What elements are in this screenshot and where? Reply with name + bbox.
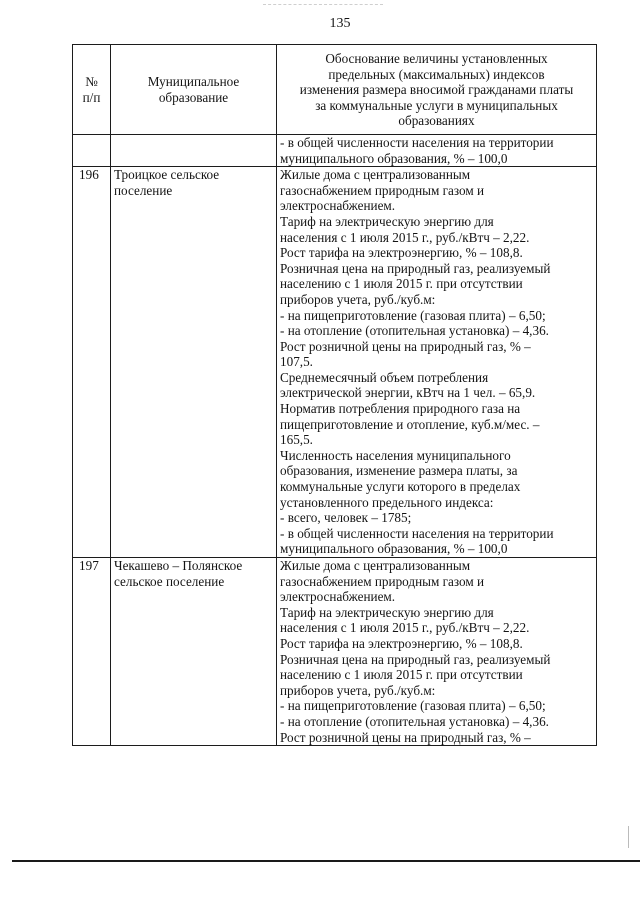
row-number	[73, 134, 111, 166]
basis-line: образования, изменение размера платы, за	[280, 463, 518, 479]
row-municipality	[111, 134, 277, 166]
basis-line: газоснабжением природным газом и	[280, 182, 485, 198]
header-basis-text: Обоснование величины установленных предельных (максимальных) индексов изменения размера вносимой гражданами платы за коммунальные услуги в муниципальных образованиях	[299, 51, 574, 129]
basis-line: Жилые дома с централизованным	[280, 167, 471, 183]
basis-line: приборов учета, руб./куб.м:	[280, 291, 436, 307]
basis-line: 165,5.	[280, 432, 313, 448]
basis-line: - в общей численности населения на территории	[280, 134, 554, 150]
row-basis	[277, 558, 597, 746]
basis-line: Тариф на электрическую энергию для	[280, 213, 494, 229]
row-basis	[277, 134, 597, 166]
basis-line: Розничная цена на природный газ, реализуемый	[280, 260, 551, 276]
basis-line: пищеприготовление и отопление, куб.м/мес. –	[280, 416, 540, 432]
page-number: 135	[329, 16, 351, 31]
table-header-row	[73, 45, 597, 135]
basis-line: электроснабжением.	[280, 198, 396, 214]
row-basis	[277, 167, 597, 558]
header-num	[73, 45, 111, 135]
row-municipality: Чекашево – Полянское сельское поселение	[111, 558, 277, 746]
basis-line: 107,5.	[280, 354, 313, 370]
basis-line: установленного предельного индекса:	[280, 494, 494, 510]
scan-artifact-margin	[628, 826, 629, 848]
basis-line: населению с 1 июля 2015 г. при отсутствии	[280, 276, 523, 292]
basis-line: приборов учета, руб./куб.м:	[280, 682, 436, 698]
table-row	[73, 134, 597, 166]
row-number: 196	[73, 167, 111, 558]
basis-line: Тариф на электрическую энергию для	[280, 604, 494, 620]
header-municipality-text: Муниципальное образование	[147, 74, 240, 105]
basis-line: газоснабжением природным газом и	[280, 573, 485, 589]
basis-line: населению с 1 июля 2015 г. при отсутствии	[280, 667, 523, 683]
basis-line: - на отопление (отопительная установка) – 4,36.	[280, 323, 549, 339]
table-row	[73, 558, 597, 746]
tariff-table	[72, 44, 597, 746]
basis-line: - на отопление (отопительная установка) – 4,36.	[280, 713, 549, 729]
basis-line: муниципального образования, % – 100,0	[280, 150, 508, 166]
header-basis	[277, 45, 597, 135]
row-municipality: Троицкое сельское поселение	[111, 167, 277, 558]
basis-line: Численность населения муниципального	[280, 447, 511, 463]
basis-line: - на пищеприготовление (газовая плита) – 6,50;	[280, 307, 546, 323]
basis-line: муниципального образования, % – 100,0	[280, 541, 508, 557]
basis-line: населения с 1 июля 2015 г., руб./кВтч – 2,22.	[280, 620, 530, 636]
basis-line: Рост тарифа на электроэнергию, % – 108,8.	[280, 245, 523, 261]
basis-line: Розничная цена на природный газ, реализуемый	[280, 651, 551, 667]
row-number: 197	[73, 558, 111, 746]
basis-line: Рост розничной цены на природный газ, % –	[280, 729, 531, 745]
basis-line: Жилые дома с централизованным	[280, 558, 471, 573]
basis-line: Норматив потребления природного газа на	[280, 401, 521, 417]
basis-line: - всего, человек – 1785;	[280, 510, 412, 526]
header-municipality	[111, 45, 277, 135]
basis-line: Среднемесячный объем потребления	[280, 369, 489, 385]
bottom-rule	[12, 860, 640, 862]
header-num-text: № п/п	[82, 74, 101, 105]
basis-line: Рост розничной цены на природный газ, % –	[280, 338, 531, 354]
basis-line: электрической энергии, кВтч на 1 чел. – 65,9.	[280, 385, 536, 401]
basis-line: - на пищеприготовление (газовая плита) – 6,50;	[280, 698, 546, 714]
table-row	[73, 167, 597, 558]
basis-line: Рост тарифа на электроэнергию, % – 108,8.	[280, 635, 523, 651]
scan-artifact	[263, 4, 383, 6]
basis-line: электроснабжением.	[280, 589, 396, 605]
basis-line: коммунальные услуги которого в пределах	[280, 479, 521, 495]
basis-line: населения с 1 июля 2015 г., руб./кВтч – 2,22.	[280, 229, 530, 245]
basis-line: - в общей численности населения на территории	[280, 525, 554, 541]
